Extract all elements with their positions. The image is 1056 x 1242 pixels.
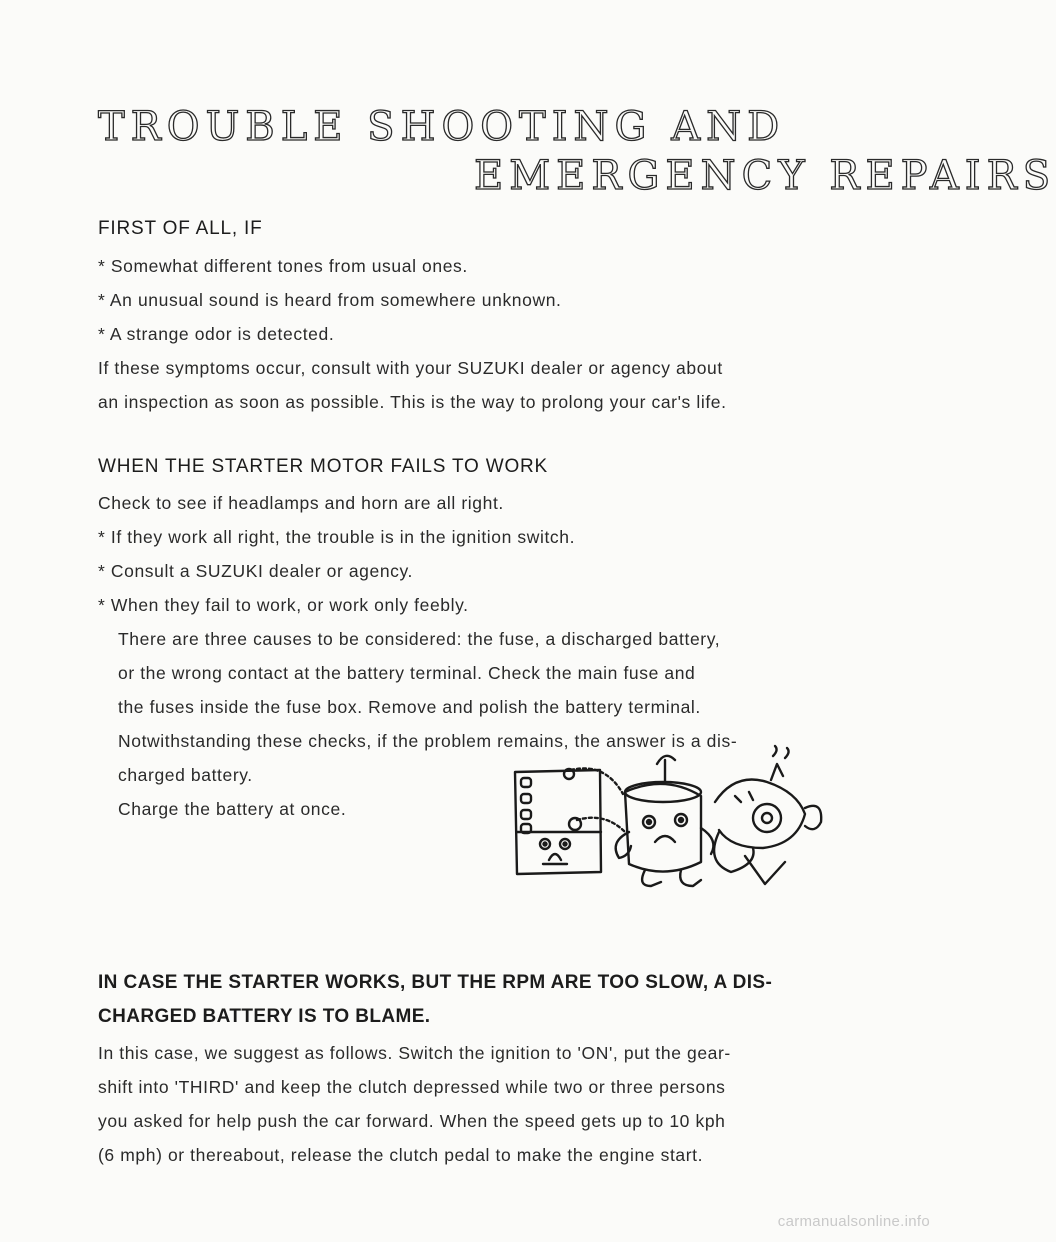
section1-line: * Somewhat different tones from usual ones. bbox=[98, 256, 468, 276]
section-heading-slow-rpm-line-2: CHARGED BATTERY IS TO BLAME. bbox=[98, 1006, 431, 1027]
section-heading-first-of-all: FIRST OF ALL, IF bbox=[98, 218, 263, 239]
section3-line: shift into 'THIRD' and keep the clutch depressed while two or three persons bbox=[98, 1077, 726, 1097]
title-line-2: EMERGENCY REPAIRS bbox=[474, 153, 1056, 199]
section2-line: Check to see if headlamps and horn are all right. bbox=[98, 493, 504, 513]
section2-line: * Consult a SUZUKI dealer or agency. bbox=[98, 561, 414, 581]
section2-line: charged battery. bbox=[118, 765, 253, 785]
title-line-1: TROUBLE SHOOTING AND bbox=[98, 104, 786, 150]
section3-line: In this case, we suggest as follows. Switch the ignition to 'ON', put the gear- bbox=[98, 1043, 731, 1063]
horn-icon bbox=[714, 746, 821, 884]
watermark: carmanualsonline.info bbox=[777, 1213, 930, 1230]
battery-starter-cartoon-illustration bbox=[505, 752, 835, 902]
section2-line: * If they work all right, the trouble is in the ignition switch. bbox=[98, 527, 576, 547]
section3-line: you asked for help push the car forward. When the speed gets up to 10 kph bbox=[98, 1111, 726, 1131]
section1-line: * A strange odor is detected. bbox=[98, 324, 335, 344]
section2-line: Notwithstanding these checks, if the problem remains, the answer is a dis- bbox=[118, 731, 738, 751]
battery-icon bbox=[515, 769, 601, 874]
section2-line: * When they fail to work, or work only feebly. bbox=[98, 595, 469, 615]
section2-line: Charge the battery at once. bbox=[118, 799, 347, 819]
section-heading-starter-motor: WHEN THE STARTER MOTOR FAILS TO WORK bbox=[98, 456, 549, 477]
section1-line: an inspection as soon as possible. This is the way to prolong your car's life. bbox=[98, 392, 727, 412]
section2-line: or the wrong contact at the battery terminal. Check the main fuse and bbox=[118, 663, 696, 683]
section-heading-slow-rpm-line-1: IN CASE THE STARTER WORKS, BUT THE RPM ARE TOO SLOW, A DIS- bbox=[98, 972, 773, 993]
section1-line: * An unusual sound is heard from somewhere unknown. bbox=[98, 290, 562, 310]
section1-line: If these symptoms occur, consult with your SUZUKI dealer or agency about bbox=[98, 358, 723, 378]
section2-line: There are three causes to be considered: the fuse, a discharged battery, bbox=[118, 629, 721, 649]
starter-motor-icon bbox=[616, 756, 714, 886]
section3-line: (6 mph) or thereabout, release the clutch pedal to make the engine start. bbox=[98, 1145, 704, 1165]
section2-line: the fuses inside the fuse box. Remove and polish the battery terminal. bbox=[118, 697, 701, 717]
